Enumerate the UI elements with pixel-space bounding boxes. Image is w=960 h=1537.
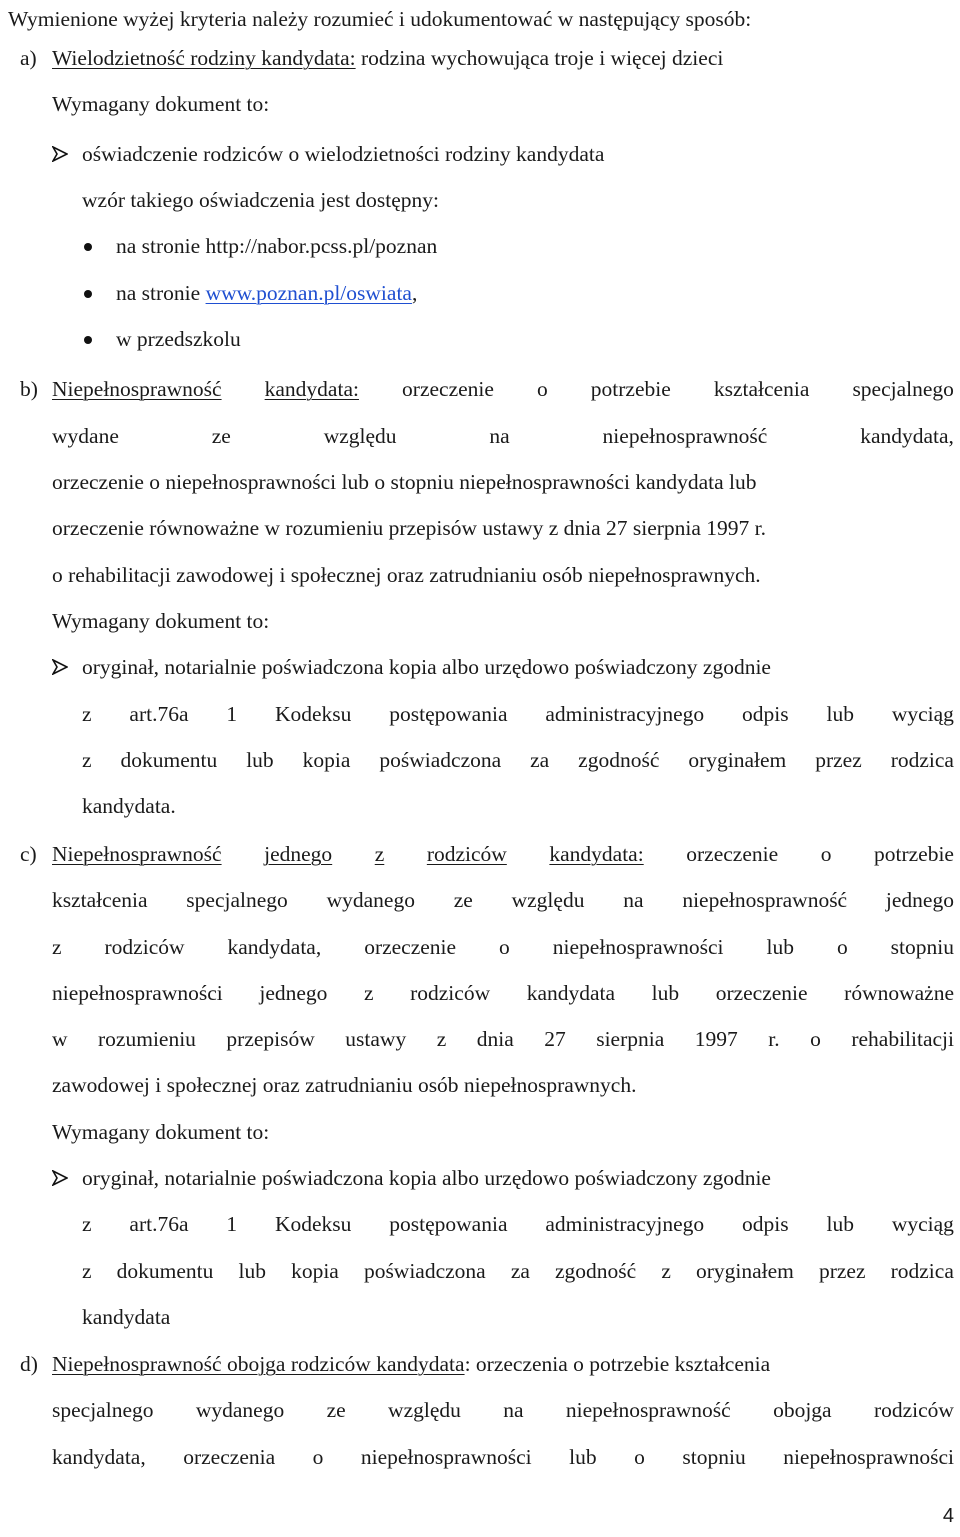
section-a-doc: oświadczenie rodziców o wielodzietności rodziny kandydata <box>82 142 605 166</box>
word: o <box>499 935 510 959</box>
section-b-line-3: orzeczenie o niepełnosprawności lub o stopniu niepełnosprawności kandydata lub <box>52 470 757 494</box>
word: z <box>363 981 374 1005</box>
word: lub <box>238 1259 266 1283</box>
word: względu <box>511 888 585 912</box>
arrow-bullet-icon <box>52 659 68 675</box>
section-a-desc: rodzina wychowująca troje i więcej dzieci <box>355 46 724 70</box>
word: rozumieniu <box>98 1027 196 1051</box>
section-d-line-1 <box>52 1351 770 1377</box>
b-title-word: Niepełnosprawność <box>52 377 222 401</box>
word: stopniu <box>682 1445 746 1469</box>
word: 1 <box>226 1212 238 1236</box>
section-d-line-3 <box>52 1444 954 1470</box>
word: niepełnosprawności <box>552 935 724 959</box>
word: sierpnia <box>596 1027 665 1051</box>
arrow-bullet-icon <box>52 1170 68 1186</box>
word: stopniu <box>890 935 954 959</box>
word: obojga <box>773 1398 832 1422</box>
section-a-bullet-2 <box>116 280 417 306</box>
word: Kodeksu <box>274 1212 352 1236</box>
dot-bullet-icon <box>84 336 92 344</box>
word: przez <box>815 748 862 772</box>
word: oryginałem <box>695 1259 794 1283</box>
section-a-marker: a) <box>20 46 37 70</box>
word: specjalnego <box>52 1398 154 1422</box>
word: ustawy <box>345 1027 407 1051</box>
word: o <box>634 1445 645 1469</box>
word: wydanego <box>195 1398 285 1422</box>
word: ze <box>453 888 473 912</box>
section-c-line-2 <box>52 887 954 913</box>
word: kandydata, <box>52 1445 146 1469</box>
b-title-word: kandydata: <box>264 377 359 401</box>
word: za <box>530 748 550 772</box>
word: oryginałem <box>688 748 787 772</box>
word: rodzica <box>890 1259 954 1283</box>
section-b-line-5: o rehabilitacji zawodowej i społecznej oraz zatrudnianiu osób niepełnosprawnych. <box>52 563 761 587</box>
word: z <box>82 702 92 726</box>
section-a-required: Wymagany dokument to: <box>52 92 270 116</box>
word: orzeczenie <box>686 842 779 866</box>
section-c-line-6: zawodowej i społecznej oraz zatrudnianiu osób niepełnosprawnych. <box>52 1073 637 1097</box>
word: orzeczenie <box>364 935 457 959</box>
word: potrzebie <box>873 842 954 866</box>
word: orzeczenie <box>715 981 808 1005</box>
word: 1 <box>226 702 238 726</box>
word: art.76a <box>129 702 189 726</box>
word: jednego <box>885 888 954 912</box>
word: niepełnosprawność <box>682 888 848 912</box>
word: za <box>510 1259 530 1283</box>
word: r. <box>768 1027 780 1051</box>
section-d-marker: d) <box>20 1352 38 1376</box>
word: na <box>623 888 644 912</box>
word: z <box>52 935 62 959</box>
word: dokumentu <box>120 748 218 772</box>
section-d-title: Niepełnosprawność obojga rodziców kandydata <box>52 1352 465 1376</box>
bullet-2-prefix: na stronie <box>116 281 206 305</box>
word: poświadczona <box>363 1259 486 1283</box>
word: wyciąg <box>891 1212 954 1236</box>
dot-bullet-icon <box>84 243 92 251</box>
bullet-2-suffix: , <box>411 281 418 305</box>
section-b-doc-line-4: kandydata. <box>82 794 176 818</box>
section-b-doc-line-1: oryginał, notarialnie poświadczona kopia albo urzędowo poświadczony zgodnie <box>82 655 771 679</box>
word: kopia <box>302 748 351 772</box>
word: niepełnosprawności <box>360 1445 532 1469</box>
c-title-word: rodziców <box>426 842 507 866</box>
word: w <box>52 1027 68 1051</box>
section-c-doc-line-4: kandydata <box>82 1305 171 1329</box>
section-b-line-4: orzeczenie równoważne w rozumieniu przepisów ustawy z dnia 27 sierpnia 1997 r. <box>52 516 767 540</box>
word: orzeczenia <box>183 1445 276 1469</box>
word: orzeczenie <box>402 377 494 401</box>
word: specjalnego <box>186 888 288 912</box>
c-title-word: jednego <box>264 842 333 866</box>
word: niepełnosprawność <box>602 424 768 448</box>
section-d-line-2 <box>52 1397 954 1423</box>
word: poświadczona <box>379 748 502 772</box>
word: przez <box>818 1259 866 1283</box>
word: postępowania <box>389 702 508 726</box>
word: o <box>836 935 848 959</box>
page-number: 4 <box>942 1505 954 1527</box>
word: dnia <box>476 1027 514 1051</box>
section-c-marker: c) <box>20 842 37 866</box>
word: rodziców <box>104 935 185 959</box>
word: kształcenia <box>52 888 148 912</box>
word: kandydata, <box>227 935 322 959</box>
word: rodziców <box>410 981 491 1005</box>
word: zgodność <box>578 748 660 772</box>
word: z <box>82 1212 92 1236</box>
word: o <box>820 842 832 866</box>
section-c-required: Wymagany dokument to: <box>52 1120 270 1144</box>
word: z <box>82 1259 92 1283</box>
section-c-line-1 <box>52 841 954 867</box>
word: dokumentu <box>116 1259 214 1283</box>
word: lub <box>826 1212 854 1236</box>
section-d-rest: : orzeczenia o potrzebie kształcenia <box>464 1352 771 1376</box>
section-a-bullet-3: w przedszkolu <box>116 327 241 351</box>
section-a-title: Wielodzietność rodziny kandydata: <box>52 46 356 70</box>
word: o <box>810 1027 821 1051</box>
word: rodziców <box>873 1398 954 1422</box>
section-b-line-2 <box>52 423 954 449</box>
word: lub <box>766 935 794 959</box>
dot-bullet-icon <box>84 290 92 298</box>
word: wyciąg <box>891 702 954 726</box>
section-a-available: wzór takiego oświadczenia jest dostępny: <box>82 188 440 212</box>
word: Kodeksu <box>274 702 352 726</box>
word: administracyjnego <box>545 702 705 726</box>
word: niepełnosprawności <box>52 981 223 1005</box>
section-b-marker: b) <box>20 377 38 401</box>
word: 27 <box>544 1027 566 1051</box>
word: art.76a <box>129 1212 189 1236</box>
word: lub <box>826 702 854 726</box>
oswiata-link[interactable]: www.poznan.pl/oswiata <box>205 281 412 305</box>
word: lub <box>651 981 680 1005</box>
word: z <box>436 1027 447 1051</box>
word: z <box>661 1259 671 1283</box>
section-b-doc-line-2 <box>82 701 954 727</box>
section-c-line-5 <box>52 1026 954 1052</box>
word: odpis <box>742 1212 789 1236</box>
section-c-doc-line-3 <box>82 1258 954 1284</box>
word: lub <box>569 1445 597 1469</box>
word: z <box>82 748 92 772</box>
section-c-line-3 <box>52 934 954 960</box>
section-a-bullet-1: na stronie http://nabor.pcss.pl/poznan <box>116 234 438 258</box>
section-c-line-4 <box>52 980 954 1006</box>
word: kandydata, <box>860 424 954 448</box>
word: względu <box>388 1398 461 1422</box>
word: kopia <box>291 1259 339 1283</box>
word: administracyjnego <box>545 1212 705 1236</box>
word: rodzica <box>890 748 954 772</box>
c-title-word: z <box>374 842 385 866</box>
word: na <box>503 1398 524 1422</box>
word: wydane <box>52 424 119 448</box>
word: potrzebie <box>590 377 671 401</box>
word: jednego <box>259 981 328 1005</box>
word: ze <box>326 1398 346 1422</box>
c-title-word: kandydata: <box>549 842 644 866</box>
word: niepełnosprawności <box>783 1445 954 1469</box>
word: odpis <box>742 702 789 726</box>
word: ze <box>211 424 231 448</box>
word: o <box>536 377 548 401</box>
c-title-word: Niepełnosprawność <box>52 842 222 866</box>
word: kandydata <box>526 981 616 1005</box>
word: postępowania <box>389 1212 508 1236</box>
section-a-heading <box>52 45 723 71</box>
word: na <box>489 424 510 448</box>
section-b-line-1 <box>52 376 954 402</box>
word: równoważne <box>844 981 954 1005</box>
arrow-bullet-icon <box>52 146 68 162</box>
section-c-doc-line-1: oryginał, notarialnie poświadczona kopia albo urzędowo poświadczony zgodnie <box>82 1166 771 1190</box>
section-b-required: Wymagany dokument to: <box>52 609 270 633</box>
word: względu <box>323 424 397 448</box>
word: niepełnosprawność <box>565 1398 731 1422</box>
word: specjalnego <box>852 377 954 401</box>
word: o <box>312 1445 324 1469</box>
word: wydanego <box>326 888 415 912</box>
word: kształcenia <box>713 377 810 401</box>
word: rehabilitacji <box>851 1027 954 1051</box>
section-c-doc-line-2 <box>82 1211 954 1237</box>
word: 1997 <box>694 1027 738 1051</box>
word: przepisów <box>226 1027 315 1051</box>
word: lub <box>246 748 274 772</box>
intro-text: Wymienione wyżej kryteria należy rozumieć i udokumentować w następujący sposób: <box>8 7 752 31</box>
word: zgodność <box>555 1259 637 1283</box>
section-b-doc-line-3 <box>82 747 954 773</box>
